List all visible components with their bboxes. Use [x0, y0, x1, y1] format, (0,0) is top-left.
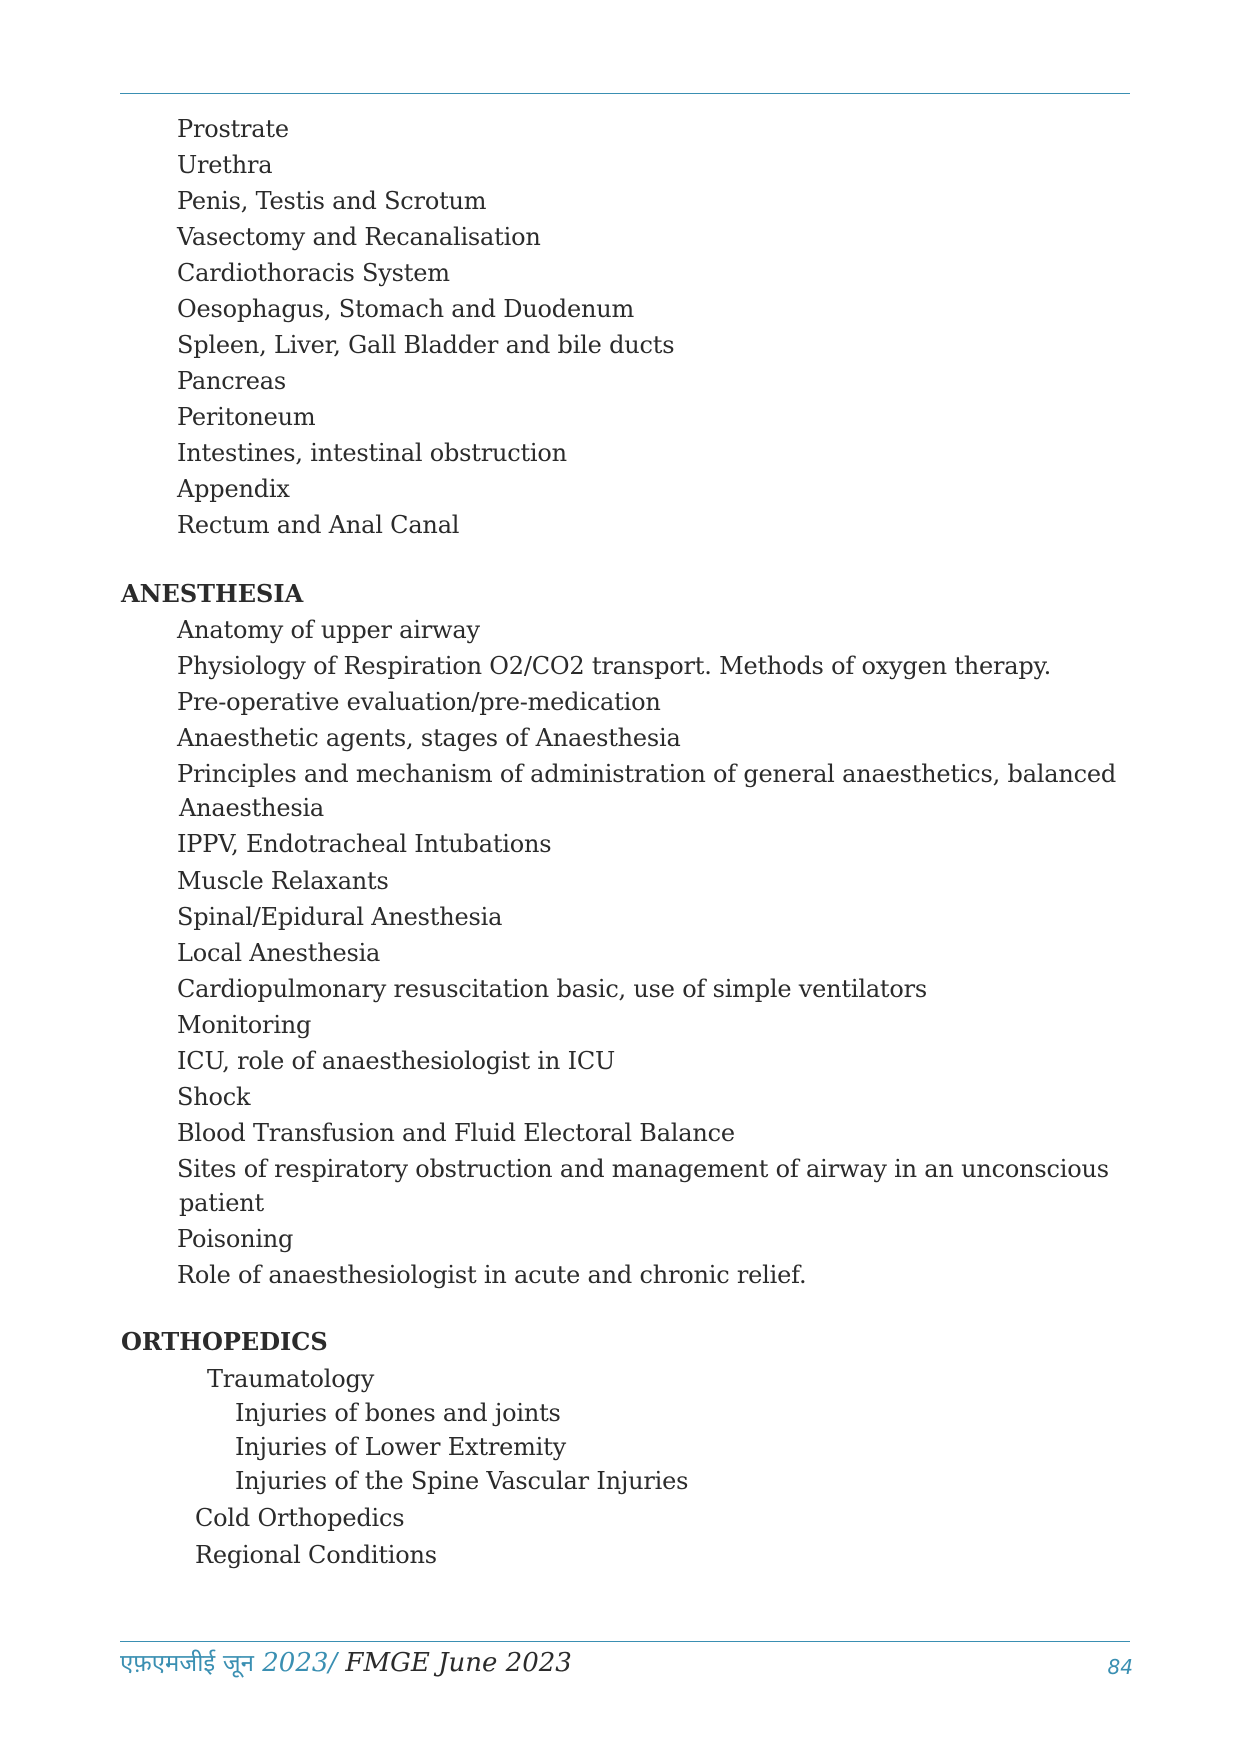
- list-item: Cardiopulmonary resuscitation basic, use of simple ventilators: [177, 975, 928, 1003]
- header-rule: [120, 93, 1130, 94]
- list-item: Role of anaesthesiologist in acute and chronic relief.: [177, 1261, 807, 1289]
- list-item: Blood Transfusion and Fluid Electoral Balance: [177, 1119, 735, 1147]
- list-item: Pancreas: [177, 367, 286, 395]
- list-item: Penis, Testis and Scrotum: [177, 187, 487, 215]
- list-item: Vasectomy and Recanalisation: [177, 223, 541, 251]
- section-heading-anesthesia: ANESTHESIA: [121, 579, 304, 608]
- list-item: Urethra: [177, 151, 273, 179]
- list-item: Rectum and Anal Canal: [177, 511, 460, 539]
- list-item: Sites of respiratory obstruction and management of airway in an unconscious: [177, 1155, 1109, 1183]
- list-item: Anatomy of upper airway: [177, 616, 480, 644]
- list-item: Appendix: [177, 475, 290, 503]
- list-item-continuation: Anaesthesia: [179, 794, 325, 822]
- list-item: Poisoning: [177, 1225, 294, 1253]
- list-item: Pre-operative evaluation/pre-medication: [177, 688, 661, 716]
- list-item: Spleen, Liver, Gall Bladder and bile ducts: [177, 331, 675, 359]
- footer-year: 2023/: [253, 1648, 338, 1678]
- list-item: Local Anesthesia: [177, 939, 381, 967]
- list-item: Spinal/Epidural Anesthesia: [177, 903, 503, 931]
- footer-hindi-title: एफ़एमजीई जून: [120, 1649, 254, 1677]
- list-item: Intestines, intestinal obstruction: [177, 439, 567, 467]
- list-item-continuation: patient: [179, 1189, 264, 1217]
- footer-english-title: FMGE June 2023: [337, 1648, 572, 1678]
- list-item: Oesophagus, Stomach and Duodenum: [177, 295, 635, 323]
- footer-rule: [120, 1641, 1130, 1642]
- list-item: ICU, role of anaesthesiologist in ICU: [177, 1047, 616, 1075]
- list-item: Peritoneum: [177, 403, 316, 431]
- list-item: Injuries of Lower Extremity: [235, 1433, 566, 1461]
- list-item: Shock: [177, 1083, 251, 1111]
- list-item: Monitoring: [177, 1011, 312, 1039]
- list-item: Physiology of Respiration O2/CO2 transport. Methods of oxygen therapy.: [177, 652, 1052, 680]
- list-item: IPPV, Endotracheal Intubations: [177, 830, 552, 858]
- list-item: Cold Orthopedics: [195, 1504, 405, 1532]
- list-item: Cardiothoracis System: [177, 259, 450, 287]
- subsection-traumatology: Traumatology: [207, 1365, 375, 1393]
- page-number: 84: [1107, 1655, 1133, 1679]
- list-item: Muscle Relaxants: [177, 867, 389, 895]
- list-item: Injuries of bones and joints: [235, 1399, 561, 1427]
- list-item: Anaesthetic agents, stages of Anaesthesia: [177, 724, 681, 752]
- list-item: Prostrate: [177, 115, 289, 143]
- list-item: Regional Conditions: [195, 1541, 437, 1569]
- footer-title: [120, 1646, 572, 1680]
- list-item: Injuries of the Spine Vascular Injuries: [235, 1467, 689, 1495]
- section-heading-orthopedics: ORTHOPEDICS: [121, 1327, 328, 1356]
- list-item: Principles and mechanism of administration of general anaesthetics, balanced: [177, 760, 1117, 788]
